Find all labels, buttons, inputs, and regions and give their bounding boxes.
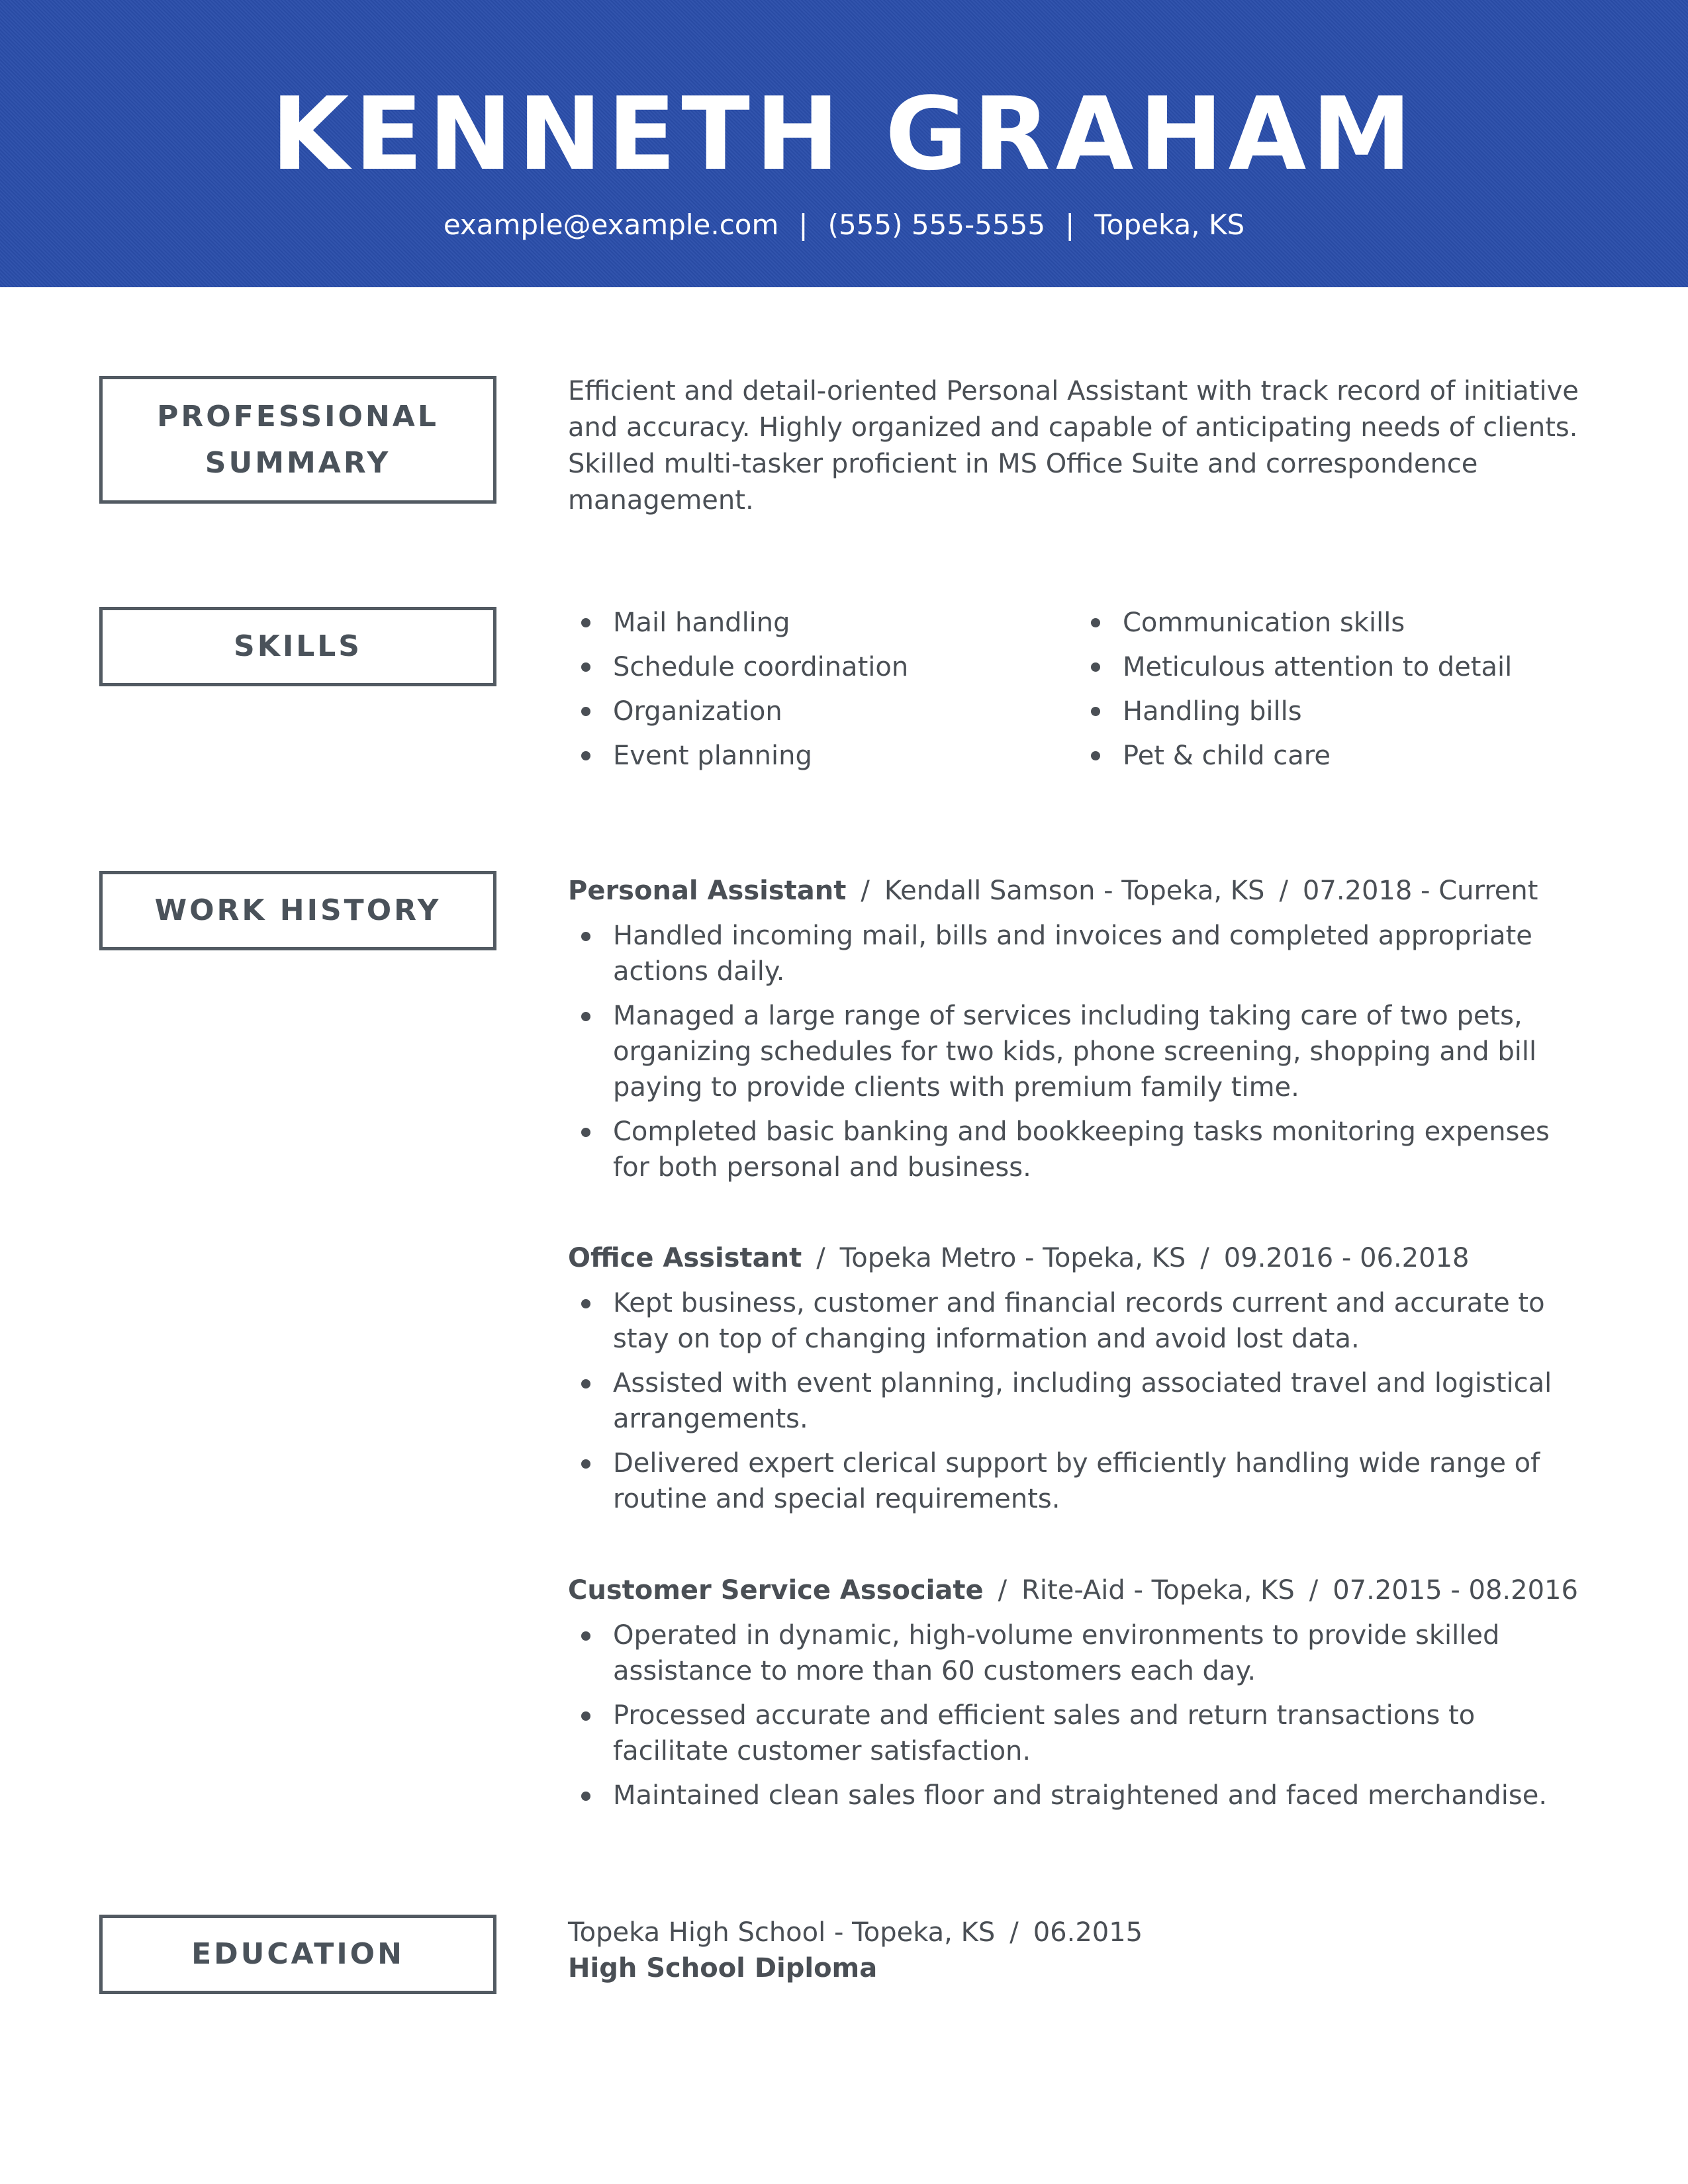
work-history-label — [99, 871, 496, 950]
job-entry — [568, 1569, 1587, 1822]
education-school: Topeka High School - Topeka, KS — [568, 1917, 996, 1948]
candidate-name: KENNETH GRAHAM — [271, 75, 1417, 193]
education-separator: / — [1009, 1917, 1019, 1948]
job-dates: 07.2015 - 08.2016 — [1333, 1575, 1578, 1606]
job-entry — [568, 869, 1587, 1194]
professional-summary-label — [99, 376, 496, 504]
job-dates: 09.2016 - 06.2018 — [1223, 1243, 1470, 1273]
skills-heading: SKILLS — [234, 629, 362, 663]
skills-label — [99, 607, 496, 686]
skills-column-left — [568, 601, 908, 778]
job-bullet: Operated in dynamic, high-volume environments to provide skilled assistance to more than 60 customers each day. — [568, 1617, 1587, 1689]
job-separator: / — [861, 876, 870, 906]
resume-header — [0, 0, 1688, 287]
job-bullet: Completed basic banking and bookkeeping tasks monitoring expenses for both personal and business. — [568, 1114, 1587, 1185]
job-bullet: Handled incoming mail, bills and invoices and completed appropriate actions daily. — [568, 918, 1587, 989]
job-company: Kendall Samson - Topeka, KS — [884, 876, 1265, 906]
job-bullet: Assisted with event planning, including associated travel and logistical arrangements. — [568, 1365, 1587, 1437]
job-bullets — [568, 1285, 1587, 1517]
job-bullets — [568, 1617, 1587, 1813]
job-bullets — [568, 918, 1587, 1185]
education-school-line — [568, 1915, 1143, 1950]
skill-item: Meticulous attention to detail — [1078, 645, 1512, 690]
job-separator: / — [1309, 1575, 1319, 1606]
job-separator: / — [1200, 1243, 1209, 1273]
job-title: Customer Service Associate — [568, 1575, 984, 1606]
education-entry — [568, 1915, 1143, 1986]
skills-column-right — [1078, 601, 1512, 778]
job-company: Rite-Aid - Topeka, KS — [1021, 1575, 1295, 1606]
job-bullet: Delivered expert clerical support by efficiently handling wide range of routine and special requirements. — [568, 1445, 1587, 1517]
skill-item: Mail handling — [568, 601, 908, 645]
job-header — [568, 1236, 1587, 1280]
skill-item: Schedule coordination — [568, 645, 908, 690]
skill-item: Pet & child care — [1078, 734, 1512, 778]
education-heading: EDUCATION — [191, 1937, 404, 1971]
job-bullet: Kept business, customer and financial records current and accurate to stay on top of changing information and avoid lost data. — [568, 1285, 1587, 1357]
professional-summary-text: Efficient and detail-oriented Personal Assistant with track record of initiative and accuracy. Highly organized and capable of anticipating needs of clients. Skilled multi-tasker proficient in MS Office Suite and correspondence management. — [568, 376, 1579, 516]
job-bullet: Managed a large range of services including taking care of two pets, organizing schedules for two kids, phone screening, shopping and bill paying to provide clients with premium family time. — [568, 998, 1587, 1105]
job-entry — [568, 1236, 1587, 1525]
skill-item: Event planning — [568, 734, 908, 778]
education-date: 06.2015 — [1033, 1917, 1143, 1948]
job-header — [568, 869, 1587, 913]
work-history-heading: WORK HISTORY — [154, 893, 442, 927]
skill-item: Communication skills — [1078, 601, 1512, 645]
education-degree: High School Diploma — [568, 1953, 878, 1983]
job-bullet: Maintained clean sales floor and straightened and faced merchandise. — [568, 1778, 1587, 1813]
job-separator: / — [1279, 876, 1288, 906]
job-separator: / — [998, 1575, 1008, 1606]
job-header — [568, 1569, 1587, 1612]
email-link[interactable]: example@example.com — [443, 208, 779, 241]
job-dates: 07.2018 - Current — [1302, 876, 1538, 906]
skill-item: Handling bills — [1078, 690, 1512, 734]
location-text: Topeka, KS — [1094, 208, 1245, 241]
contact-separator: | — [798, 208, 808, 241]
education-label — [99, 1915, 496, 1994]
contact-separator: | — [1065, 208, 1075, 241]
job-company: Topeka Metro - Topeka, KS — [839, 1243, 1186, 1273]
job-bullet: Processed accurate and efficient sales and return transactions to facilitate customer satisfaction. — [568, 1698, 1587, 1769]
contact-line — [0, 205, 1688, 245]
job-separator: / — [816, 1243, 825, 1273]
professional-summary-heading: PROFESSIONAL SUMMARY — [157, 399, 439, 480]
job-title: Office Assistant — [568, 1243, 802, 1273]
phone-number: (555) 555-5555 — [827, 208, 1046, 241]
skill-item: Organization — [568, 690, 908, 734]
job-title: Personal Assistant — [568, 876, 847, 906]
